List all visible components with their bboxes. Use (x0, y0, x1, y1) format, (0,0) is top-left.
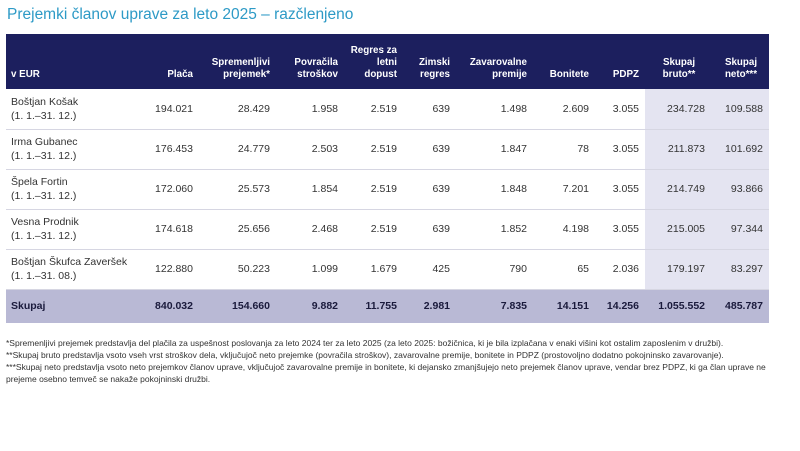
header-neto: Skupaj neto*** (724, 57, 758, 80)
value-cell: 3.055 (612, 183, 639, 195)
bruto-cell: 211.873 (645, 129, 711, 169)
member-period: (1. 1.–31. 12.) (11, 150, 77, 162)
header-spremenljivi: Spremenljivi prejemek* (211, 57, 270, 80)
bruto-cell: 214.749 (645, 169, 711, 209)
value-cell: 1.099 (311, 263, 338, 275)
value-cell: 194.021 (155, 102, 193, 115)
neto-cell: 109.588 (711, 89, 769, 129)
remuneration-table (6, 34, 769, 323)
table-row (6, 89, 769, 129)
value-cell: 4.198 (562, 223, 589, 235)
value-cell: 25.573 (237, 183, 270, 195)
member-name: Vesna Prodnik (11, 216, 79, 228)
value-cell: 3.055 (612, 102, 639, 115)
value-cell: 2.519 (370, 143, 397, 155)
value-cell: 2.519 (370, 102, 397, 115)
footnote: **Skupaj bruto predstavlja vsoto vseh vrst stroškov dela, vključujoč neto prejemke (povračila stroškov), zavarovalne premije, bonitete in PDPZ (prostovoljno dodatno pokojninsko zavarovanje). (6, 350, 724, 360)
value-cell: 425 (432, 263, 450, 275)
member-name: Špela Fortin (11, 176, 68, 188)
total-cell: 11.755 (365, 300, 397, 313)
value-cell: 2.519 (370, 223, 397, 235)
footnotes (6, 337, 774, 385)
value-cell: 2.468 (311, 223, 338, 235)
member-name: Irma Gubanec (11, 136, 78, 148)
value-cell: 78 (577, 143, 589, 155)
table-row (6, 209, 769, 249)
value-cell: 1.852 (500, 223, 527, 235)
total-cell: 9.882 (311, 300, 338, 313)
value-cell: 790 (509, 263, 527, 275)
value-cell: 24.779 (237, 143, 270, 155)
value-cell: 2.503 (311, 143, 338, 155)
bruto-cell: 179.197 (645, 249, 711, 289)
value-cell: 1.958 (311, 102, 338, 115)
value-cell: 639 (432, 143, 450, 155)
value-cell: 176.453 (155, 143, 193, 155)
total-cell: 840.032 (155, 300, 193, 313)
header-pdpz: PDPZ (612, 69, 639, 80)
member-period: (1. 1.–31. 12.) (11, 190, 77, 202)
total-cell: 2.981 (423, 300, 450, 313)
total-bruto-cell: 1.055.552 (645, 289, 711, 323)
member-cell (6, 249, 146, 289)
table-title: Prejemki članov uprave za leto 2025 – razčlenjeno (7, 6, 354, 23)
value-cell: 1.679 (370, 263, 397, 275)
value-cell: 639 (432, 102, 450, 115)
value-cell: 65 (577, 263, 589, 275)
header-povracila: Povračila stroškov (294, 57, 338, 80)
value-cell: 28.429 (237, 102, 270, 115)
header-zimski: Zimski regres (418, 57, 450, 80)
neto-cell: 83.297 (711, 249, 769, 289)
value-cell: 25.656 (237, 223, 270, 235)
value-cell: 2.036 (612, 263, 639, 275)
value-cell: 2.519 (370, 183, 397, 195)
member-period: (1. 1.–31. 12.) (11, 109, 77, 122)
member-cell (6, 89, 146, 129)
member-cell (6, 169, 146, 209)
value-cell: 1.847 (500, 143, 527, 155)
bruto-cell: 215.005 (645, 209, 711, 249)
value-cell: 1.854 (311, 183, 338, 195)
total-cell: 7.835 (500, 300, 527, 313)
header-bruto: Skupaj bruto** (662, 57, 696, 80)
value-cell: 174.618 (155, 223, 193, 235)
total-cell: 14.256 (606, 300, 639, 313)
total-cell: 14.151 (556, 300, 589, 313)
header-bonitete: Bonitete (549, 69, 589, 80)
total-neto-cell: 485.787 (711, 289, 769, 323)
value-cell: 122.880 (155, 263, 193, 275)
value-cell: 639 (432, 183, 450, 195)
header-placa: Plača (167, 69, 193, 80)
value-cell: 3.055 (612, 143, 639, 155)
value-cell: 1.848 (500, 183, 527, 195)
member-period: (1. 1.–31. 12.) (11, 230, 77, 242)
header-row (6, 34, 769, 89)
table-row (6, 169, 769, 209)
value-cell: 7.201 (562, 183, 589, 195)
footnote: ***Skupaj neto predstavlja vsoto neto prejemkov članov uprave, vključujoč zavarovalne premije in bonitete, ki dejansko zmanjšujejo neto prejemek članov uprave, vendar brez PDPZ, ki ga član uprave ne prejeme osebno temveč se nakaže pokojninski družbi. (6, 362, 766, 384)
footnote: *Spremenljivi prejemek predstavlja del plačila za uspešnost poslovanja za leto 2024 ter za leto 2025 (za leto 2025: božičnica, ki je bila izplačana v enaki višini kot ostalim zaposlenim v družbi). (6, 338, 724, 348)
table-row (6, 129, 769, 169)
total-cell: 154.660 (232, 300, 270, 313)
value-cell: 50.223 (237, 263, 270, 275)
value-cell: 639 (432, 223, 450, 235)
member-name: Boštjan Škufca Zaveršek (11, 256, 128, 268)
neto-cell: 93.866 (711, 169, 769, 209)
total-label: Skupaj (11, 300, 46, 313)
neto-cell: 101.692 (711, 129, 769, 169)
member-period: (1. 1.–31. 08.) (11, 270, 77, 282)
total-row (6, 289, 769, 323)
member-name: Boštjan Košak (11, 95, 79, 108)
value-cell: 2.609 (562, 102, 589, 115)
header-regres: Regres za letni dopust (350, 45, 397, 80)
member-cell (6, 129, 146, 169)
value-cell: 172.060 (155, 183, 193, 195)
value-cell: 3.055 (612, 223, 639, 235)
header-unit: v EUR (11, 69, 40, 80)
neto-cell: 97.344 (711, 209, 769, 249)
header-premije: Zavarovalne premije (469, 57, 527, 80)
table-row (6, 249, 769, 289)
bruto-cell: 234.728 (645, 89, 711, 129)
member-cell (6, 209, 146, 249)
value-cell: 1.498 (500, 102, 527, 115)
